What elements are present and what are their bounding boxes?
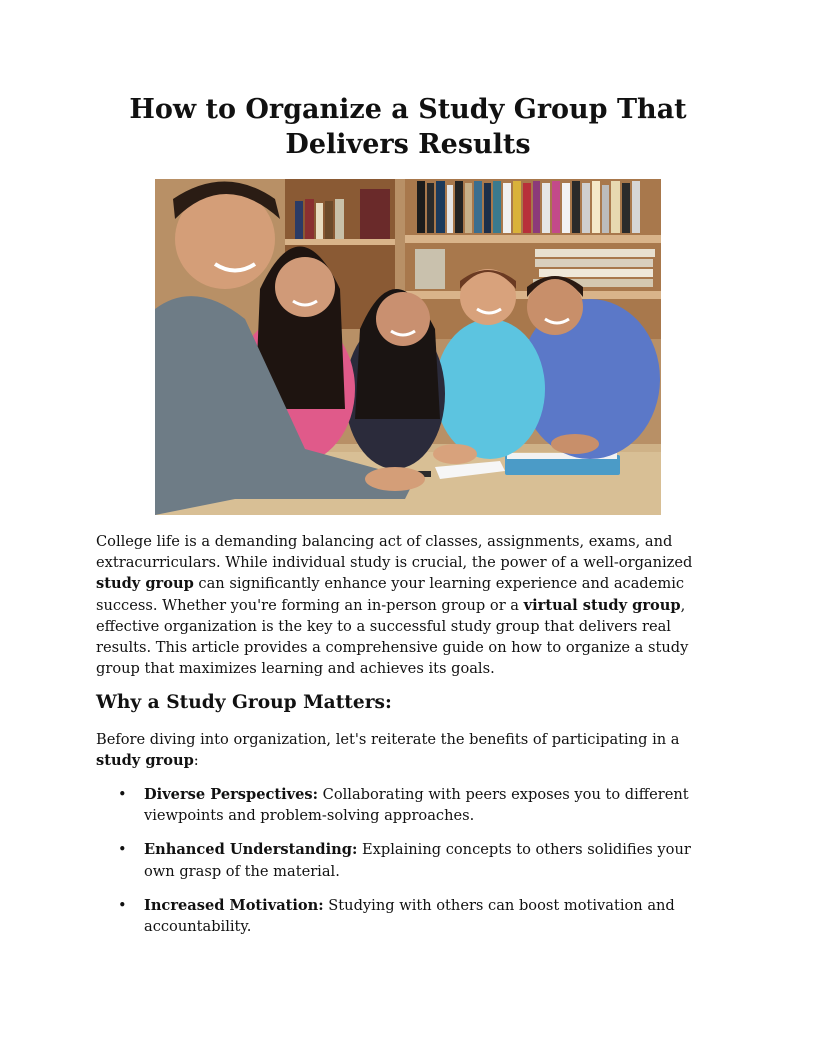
list-item	[96, 784, 720, 826]
study-group-photo	[155, 179, 661, 515]
intro-text-2: can significantly enhance your learning experience and academic success. Whether you're forming an in-person group or a	[96, 575, 685, 614]
list-item-label: Diverse Perspectives:	[144, 786, 319, 803]
list-item-text: Explaining concepts to others solidifies your own grasp of the material.	[144, 841, 691, 880]
benefits-list	[96, 784, 720, 950]
intro-bold-virtual-study-group: virtual study group	[523, 596, 681, 614]
list-item-label: Increased Motivation:	[144, 896, 324, 914]
intro-text-3: , effective organization is the key to a successful study group that delivers real results. This article provides a comprehensive guide on how to organize a study group that maximizes learning and achieves its goals.	[96, 596, 689, 678]
intro-paragraph	[96, 531, 720, 679]
study-group-illustration	[155, 179, 661, 515]
article-title: How to Organize a Study Group That Delivers Results	[129, 94, 687, 160]
list-item	[96, 839, 720, 881]
list-item-text: Studying with others can boost motivation and accountability.	[144, 896, 675, 936]
list-item-text: Collaborating with peers exposes you to different viewpoints and problem-solving approaches.	[144, 786, 689, 825]
lead-text-2: :	[193, 752, 199, 770]
intro-text-1: College life is a demanding balancing act of classes, assignments, exams, and extracurriculars. While individual study is crucial, the power of a well-organized	[96, 533, 693, 572]
list-item	[96, 895, 720, 937]
bullet-icon: •	[118, 841, 127, 859]
lead-bold-study-group: study group	[96, 752, 194, 770]
bullet-icon: •	[118, 786, 127, 803]
bullet-icon: •	[118, 896, 127, 914]
section-heading: Why a Study Group Matters:	[96, 692, 392, 713]
lead-paragraph	[96, 729, 720, 771]
intro-bold-study-group: study group	[96, 575, 194, 593]
list-item-label: Enhanced Understanding:	[144, 841, 358, 859]
lead-text-1: Before diving into organization, let's reiterate the benefits of participating in a	[96, 731, 680, 748]
